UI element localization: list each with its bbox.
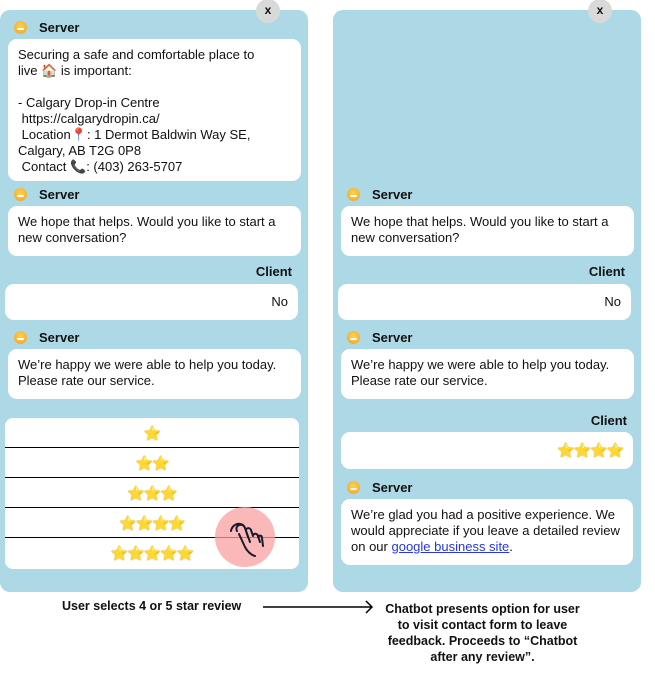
close-button[interactable]: x — [588, 0, 612, 23]
sender-label: Client — [590, 413, 627, 428]
message-bubble: No — [5, 284, 298, 320]
caption-left: User selects 4 or 5 star review — [62, 599, 242, 613]
rating-option-2[interactable]: ⭐⭐ — [5, 448, 299, 478]
rating-option-4[interactable]: ⭐⭐⭐⭐ — [5, 508, 299, 538]
caption-right: Chatbot presents option for user to visit contact form to leave feedback. Proceeds to “Chatbot after any review”. — [385, 602, 580, 664]
smiley-icon — [14, 188, 27, 201]
google-business-link[interactable]: google business site — [391, 539, 510, 554]
message-bubble: No — [338, 284, 631, 320]
smiley-icon — [347, 481, 360, 494]
smiley-icon — [347, 188, 360, 201]
smiley-icon — [347, 331, 360, 344]
close-button[interactable]: x — [256, 0, 280, 23]
message-bubble: ⭐⭐⭐⭐ — [341, 432, 633, 469]
sender-label: Server — [14, 187, 79, 202]
sender-label: Client — [255, 264, 292, 279]
message-bubble: We’re happy we were able to help you today. Please rate our service. — [341, 349, 634, 399]
message-bubble: We’re happy we were able to help you today. Please rate our service. — [8, 349, 301, 399]
smiley-icon — [14, 331, 27, 344]
sender-label: Client — [588, 264, 625, 279]
rating-option-3[interactable]: ⭐⭐⭐ — [5, 478, 299, 508]
arrow-right-icon — [262, 600, 376, 614]
rating-option-5[interactable]: ⭐⭐⭐⭐⭐ — [110, 545, 194, 561]
message-bubble: We’re glad you had a positive experience. We would appreciate if you leave a detailed review on our google business site. — [341, 499, 633, 565]
sender-label: Server — [347, 187, 412, 202]
rating-option-1[interactable]: ⭐ — [5, 418, 299, 448]
sender-label: Server — [14, 330, 79, 345]
smiley-icon — [14, 21, 27, 34]
tap-hand-icon — [215, 507, 275, 567]
chat-panel-after — [333, 3, 641, 592]
message-bubble: We hope that helps. Would you like to start a new conversation? — [341, 206, 634, 256]
sender-label: Server — [347, 330, 412, 345]
sender-label: Server — [14, 20, 79, 35]
chat-panel-before — [0, 3, 308, 592]
message-bubble: We hope that helps. Would you like to start a new conversation? — [8, 206, 301, 256]
sender-label: Server — [347, 480, 412, 495]
message-bubble: Securing a safe and comfortable place to live 🏠 is important: - Calgary Drop-in Centre https://calgarydropin.ca/ Location📍: 1 Dermot Baldwin Way SE, Calgary, AB T2G 0P8 Contact 📞: (403) 263-5707 — [8, 39, 301, 181]
